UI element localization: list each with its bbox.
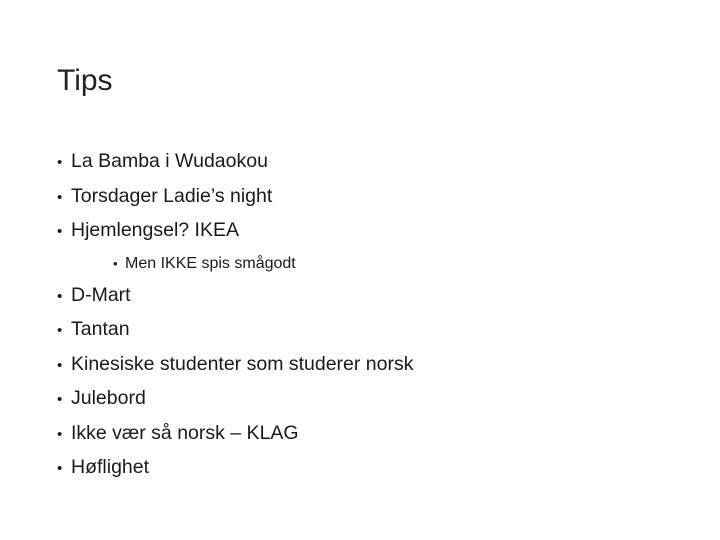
list-item — [57, 313, 414, 348]
list-item-text: D-Mart — [71, 283, 131, 306]
bullet-icon: • — [57, 154, 63, 171]
sub-list-item — [57, 249, 414, 279]
list-item-text: Høflighet — [71, 456, 150, 478]
bullet-icon: • — [57, 223, 63, 240]
bullet-icon: • — [57, 391, 63, 408]
list-item-text: Hjemlengsel? IKEA — [71, 219, 239, 241]
bullet-icon: • — [57, 460, 63, 477]
bullet-icon: • — [57, 188, 63, 206]
list-item — [57, 214, 414, 249]
bullet-icon: • — [57, 425, 63, 443]
list-item-text: Kinesiske studenter som studerer norsk — [71, 352, 414, 375]
bullet-icon: • — [113, 255, 118, 271]
bullet-icon: • — [57, 287, 63, 305]
bullet-list — [57, 145, 414, 486]
list-item — [57, 348, 414, 383]
list-item — [57, 145, 414, 180]
list-item — [57, 279, 414, 314]
list-item — [57, 180, 414, 215]
list-item-text: Ikke vær så norsk – KLAG — [71, 421, 299, 444]
bullet-icon: • — [57, 322, 63, 339]
list-item-text: La Bamba i Wudaokou — [71, 150, 268, 172]
bullet-icon: • — [57, 356, 63, 374]
list-item — [57, 382, 414, 417]
list-item — [57, 451, 414, 486]
list-item-text: Men IKKE spis smågodt — [125, 254, 296, 272]
list-item-text: Julebord — [71, 387, 146, 409]
list-item-text: Tantan — [71, 318, 130, 340]
slide-title: Tips — [57, 64, 113, 97]
list-item — [57, 417, 414, 452]
list-item-text: Torsdager Ladie’s night — [71, 184, 273, 207]
